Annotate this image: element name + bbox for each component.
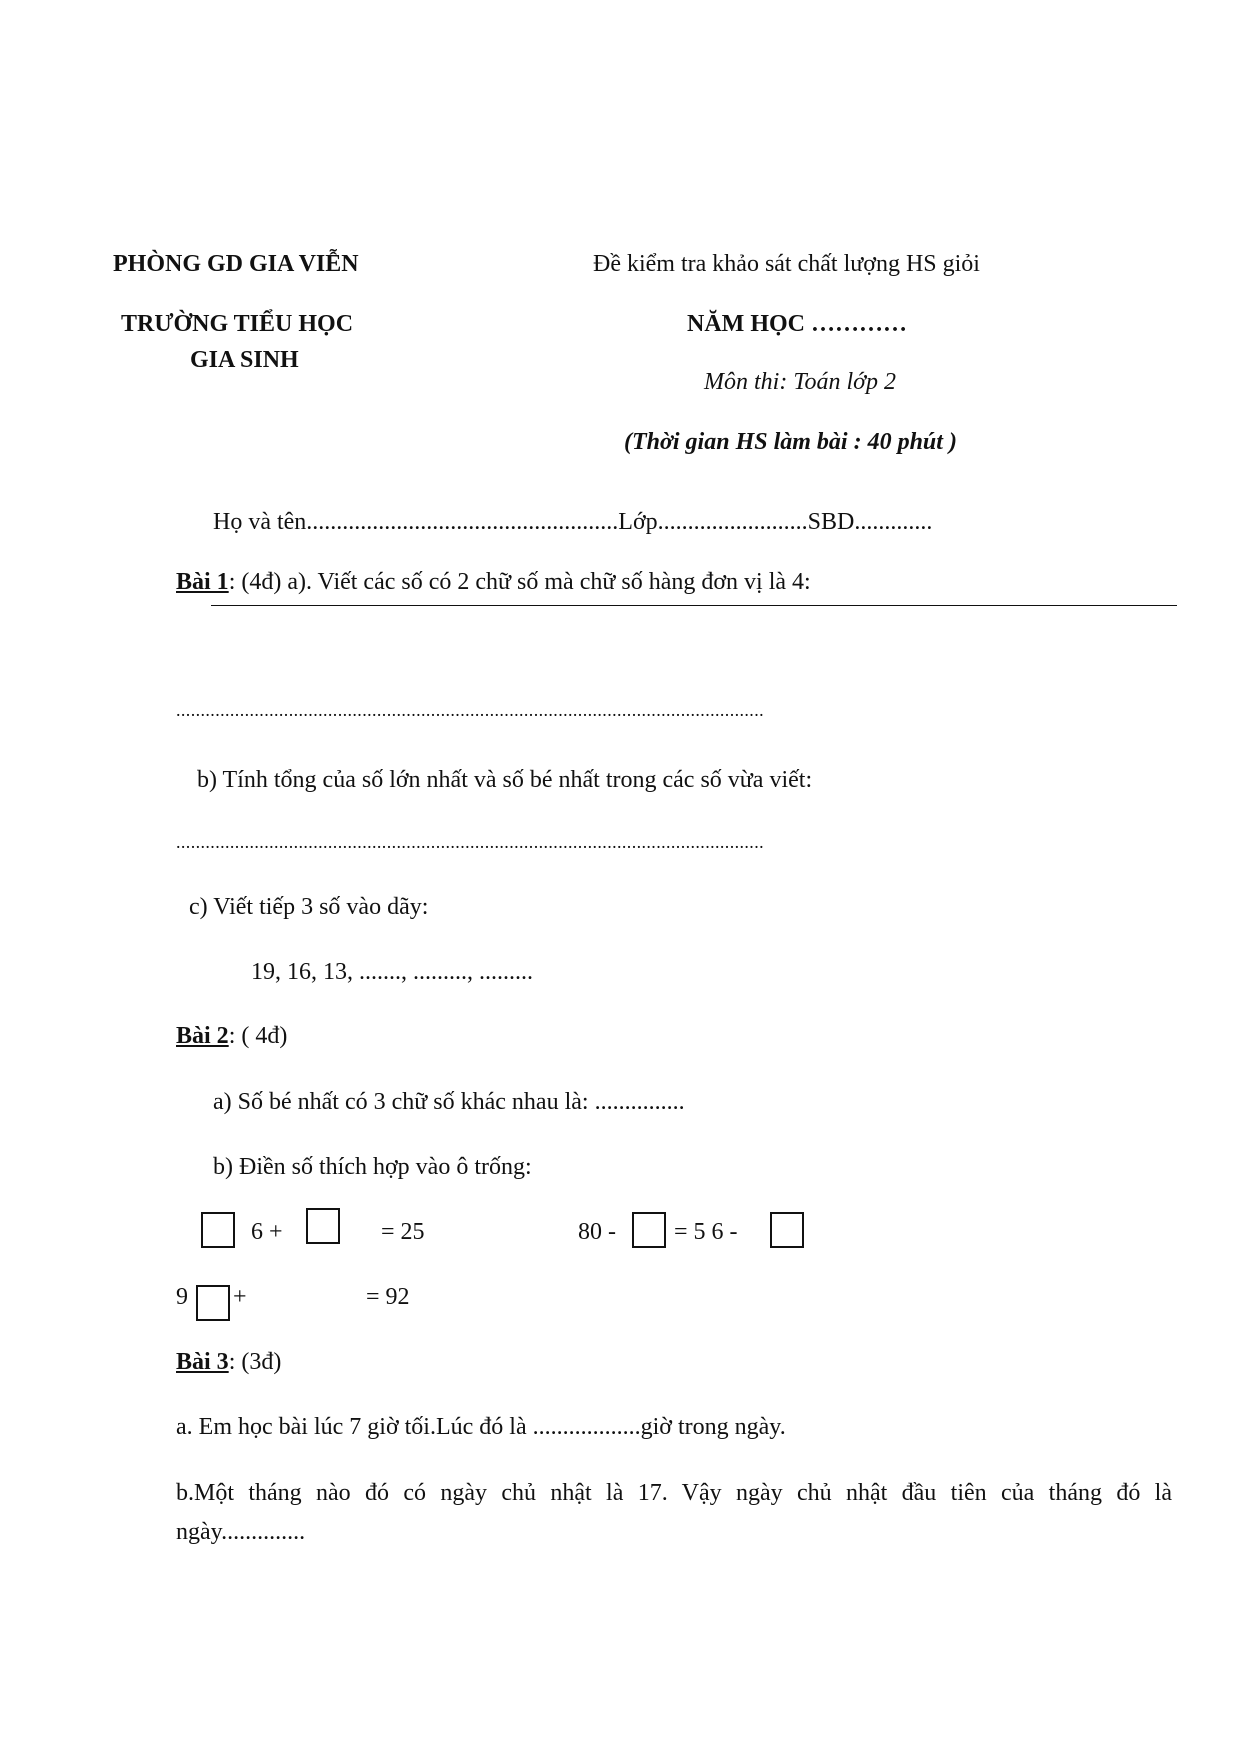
- bai2-part-b: b) Điền số thích hợp vào ô trống:: [213, 1154, 532, 1180]
- bai3-part-b-line1: b.Một tháng nào đó có ngày chủ nhật là 17. Vậy ngày chủ nhật đầu tiên của tháng đó là: [176, 1480, 1172, 1506]
- answer-box[interactable]: [306, 1208, 340, 1244]
- eq3-result: = 92: [366, 1284, 410, 1310]
- answer-box[interactable]: [632, 1212, 666, 1248]
- exam-time: (Thời gian HS làm bài : 40 phút ): [624, 429, 957, 455]
- school-name-line1: TRƯỜNG TIỂU HỌC: [121, 311, 354, 337]
- eq1-result: = 25: [381, 1219, 425, 1245]
- eq2-middle: = 5 6 -: [674, 1219, 738, 1245]
- bai3-part-a: a. Em học bài lúc 7 giờ tối.Lúc đó là ..................giờ trong ngày.: [176, 1414, 786, 1440]
- answer-box[interactable]: [196, 1285, 230, 1321]
- department-name: PHÒNG GD GIA VIỄN: [113, 251, 359, 277]
- bai3-label: Bài 3: [176, 1349, 229, 1375]
- bai3-part-b-line2: ngày..............: [176, 1519, 306, 1545]
- bai1-answer-line-b: ........................................................................................................................: [176, 832, 764, 852]
- bai2-heading: [176, 1022, 287, 1051]
- bai2-label: Bài 2: [176, 1023, 229, 1049]
- header-divider: [211, 605, 1177, 606]
- bai1-sequence: 19, 16, 13, ......., ........., .........: [251, 959, 533, 985]
- bai1-label: Bài 1: [176, 569, 229, 595]
- bai2-intro: : ( 4đ): [228, 1023, 288, 1049]
- bai1-part-c: c) Viết tiếp 3 số vào dãy:: [189, 894, 429, 920]
- school-year: NĂM HỌC …………: [687, 311, 907, 337]
- eq3-operator: +: [233, 1284, 247, 1310]
- eq1-operator: 6 +: [251, 1219, 283, 1245]
- eq2-start: 80 -: [578, 1219, 616, 1245]
- student-info-line: Họ và tên....................................................Lớp.........................SBD.............: [213, 509, 933, 535]
- bai1-heading: [176, 568, 811, 597]
- eq3-start: 9: [176, 1284, 188, 1310]
- bai1-answer-line-a: ........................................................................................................................: [176, 700, 764, 720]
- bai3-intro: : (3đ): [228, 1349, 282, 1375]
- bai3-heading: [176, 1348, 281, 1377]
- exam-title: Đề kiểm tra khảo sát chất lượng HS giỏi: [593, 251, 980, 277]
- answer-box[interactable]: [770, 1212, 804, 1248]
- bai1-part-b: b) Tính tổng của số lớn nhất và số bé nhất trong các số vừa viết:: [197, 767, 813, 793]
- school-name-line2: GIA SINH: [190, 347, 299, 373]
- answer-box[interactable]: [201, 1212, 235, 1248]
- bai1-intro: : (4đ) a). Viết các số có 2 chữ số mà chữ số hàng đơn vị là 4:: [228, 569, 811, 595]
- exam-subject: Môn thi: Toán lớp 2: [704, 369, 896, 395]
- bai2-part-a: a) Số bé nhất có 3 chữ số khác nhau là: ...............: [213, 1089, 685, 1115]
